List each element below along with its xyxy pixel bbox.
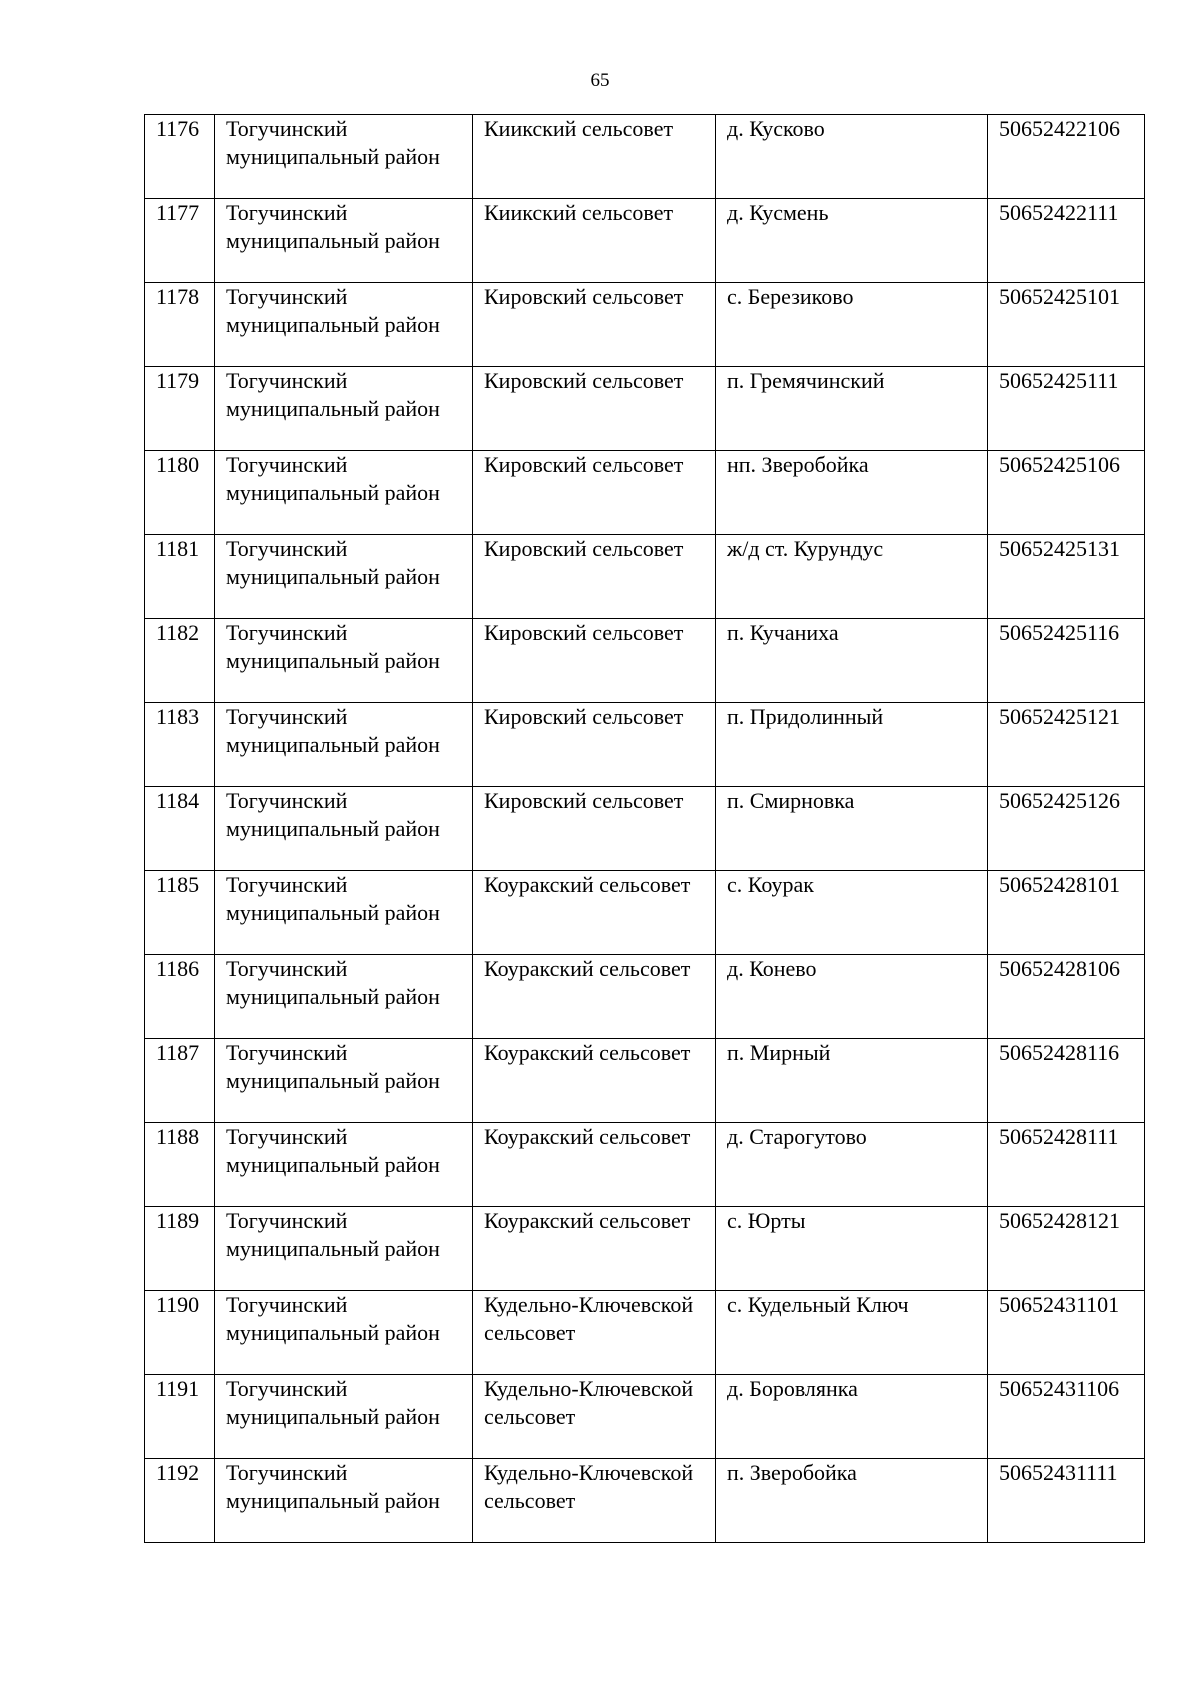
oktmo-code-cell: 50652431106 [988, 1375, 1145, 1459]
district-cell: Тогучинский муниципальный район [215, 955, 473, 1039]
table-row [145, 1039, 1145, 1123]
oktmo-code-cell: 50652428111 [988, 1123, 1145, 1207]
row-number-cell: 1178 [145, 283, 215, 367]
oktmo-code-cell: 50652431101 [988, 1291, 1145, 1375]
council-cell: Кудельно-Ключевской сельсовет [473, 1459, 716, 1543]
district-cell: Тогучинский муниципальный район [215, 871, 473, 955]
oktmo-code-cell: 50652425116 [988, 619, 1145, 703]
settlement-cell: д. Кусмень [716, 199, 988, 283]
row-number-cell: 1191 [145, 1375, 215, 1459]
district-cell: Тогучинский муниципальный район [215, 619, 473, 703]
row-number-cell: 1179 [145, 367, 215, 451]
table-row [145, 535, 1145, 619]
oktmo-code-cell: 50652422111 [988, 199, 1145, 283]
row-number-cell: 1185 [145, 871, 215, 955]
oktmo-code-cell: 50652422106 [988, 115, 1145, 199]
table-row [145, 1375, 1145, 1459]
settlement-cell: с. Юрты [716, 1207, 988, 1291]
table-row [145, 115, 1145, 199]
district-cell: Тогучинский муниципальный район [215, 1207, 473, 1291]
district-cell: Тогучинский муниципальный район [215, 1459, 473, 1543]
oktmo-code-cell: 50652425106 [988, 451, 1145, 535]
settlement-cell: д. Старогутово [716, 1123, 988, 1207]
council-cell: Кировский сельсовет [473, 283, 716, 367]
oktmo-code-cell: 50652425126 [988, 787, 1145, 871]
page-number: 65 [590, 70, 610, 91]
council-cell: Кировский сельсовет [473, 619, 716, 703]
council-cell: Кудельно-Ключевской сельсовет [473, 1375, 716, 1459]
oktmo-code-cell: 50652425101 [988, 283, 1145, 367]
council-cell: Коуракский сельсовет [473, 1207, 716, 1291]
table-row [145, 283, 1145, 367]
table-row [145, 451, 1145, 535]
oktmo-code-cell: 50652428121 [988, 1207, 1145, 1291]
council-cell: Киикский сельсовет [473, 115, 716, 199]
row-number-cell: 1189 [145, 1207, 215, 1291]
table-row [145, 1291, 1145, 1375]
district-cell: Тогучинский муниципальный район [215, 451, 473, 535]
council-cell: Коуракский сельсовет [473, 871, 716, 955]
oktmo-code-cell: 50652428106 [988, 955, 1145, 1039]
table-row [145, 1207, 1145, 1291]
council-cell: Коуракский сельсовет [473, 1123, 716, 1207]
row-number-cell: 1188 [145, 1123, 215, 1207]
district-cell: Тогучинский муниципальный район [215, 1039, 473, 1123]
settlement-cell: п. Смирновка [716, 787, 988, 871]
settlement-cell: с. Кудельный Ключ [716, 1291, 988, 1375]
settlement-cell: п. Придолинный [716, 703, 988, 787]
row-number-cell: 1176 [145, 115, 215, 199]
table-row [145, 955, 1145, 1039]
district-cell: Тогучинский муниципальный район [215, 535, 473, 619]
council-cell: Кировский сельсовет [473, 451, 716, 535]
district-cell: Тогучинский муниципальный район [215, 1375, 473, 1459]
district-cell: Тогучинский муниципальный район [215, 703, 473, 787]
district-cell: Тогучинский муниципальный район [215, 787, 473, 871]
table-row [145, 367, 1145, 451]
row-number-cell: 1181 [145, 535, 215, 619]
settlement-cell: с. Коурак [716, 871, 988, 955]
oktmo-code-cell: 50652431111 [988, 1459, 1145, 1543]
district-cell: Тогучинский муниципальный район [215, 115, 473, 199]
settlement-cell: д. Боровлянка [716, 1375, 988, 1459]
settlement-cell: п. Зверобойка [716, 1459, 988, 1543]
row-number-cell: 1180 [145, 451, 215, 535]
settlement-cell: с. Березиково [716, 283, 988, 367]
row-number-cell: 1184 [145, 787, 215, 871]
district-cell: Тогучинский муниципальный район [215, 199, 473, 283]
settlement-cell: п. Гремячинский [716, 367, 988, 451]
settlement-cell: д. Конево [716, 955, 988, 1039]
council-cell: Коуракский сельсовет [473, 1039, 716, 1123]
council-cell: Коуракский сельсовет [473, 955, 716, 1039]
table-row [145, 1123, 1145, 1207]
council-cell: Кировский сельсовет [473, 535, 716, 619]
row-number-cell: 1183 [145, 703, 215, 787]
table-row [145, 199, 1145, 283]
council-cell: Кировский сельсовет [473, 703, 716, 787]
district-cell: Тогучинский муниципальный район [215, 283, 473, 367]
council-cell: Кудельно-Ключевской сельсовет [473, 1291, 716, 1375]
table-row [145, 1459, 1145, 1543]
settlement-cell: п. Мирный [716, 1039, 988, 1123]
row-number-cell: 1182 [145, 619, 215, 703]
district-cell: Тогучинский муниципальный район [215, 1291, 473, 1375]
district-cell: Тогучинский муниципальный район [215, 1123, 473, 1207]
registry-table-body [145, 115, 1145, 1543]
table-row [145, 871, 1145, 955]
oktmo-code-cell: 50652425131 [988, 535, 1145, 619]
table-row [145, 619, 1145, 703]
oktmo-code-cell: 50652425121 [988, 703, 1145, 787]
council-cell: Кировский сельсовет [473, 367, 716, 451]
row-number-cell: 1192 [145, 1459, 215, 1543]
settlement-cell: д. Кусково [716, 115, 988, 199]
row-number-cell: 1177 [145, 199, 215, 283]
council-cell: Киикский сельсовет [473, 199, 716, 283]
settlement-cell: п. Кучаниха [716, 619, 988, 703]
settlement-registry-table [144, 114, 1145, 1543]
row-number-cell: 1186 [145, 955, 215, 1039]
row-number-cell: 1190 [145, 1291, 215, 1375]
oktmo-code-cell: 50652428116 [988, 1039, 1145, 1123]
council-cell: Кировский сельсовет [473, 787, 716, 871]
settlement-cell: нп. Зверобойка [716, 451, 988, 535]
table-row [145, 703, 1145, 787]
district-cell: Тогучинский муниципальный район [215, 367, 473, 451]
table-row [145, 787, 1145, 871]
oktmo-code-cell: 50652428101 [988, 871, 1145, 955]
row-number-cell: 1187 [145, 1039, 215, 1123]
settlement-cell: ж/д ст. Курундус [716, 535, 988, 619]
oktmo-code-cell: 50652425111 [988, 367, 1145, 451]
